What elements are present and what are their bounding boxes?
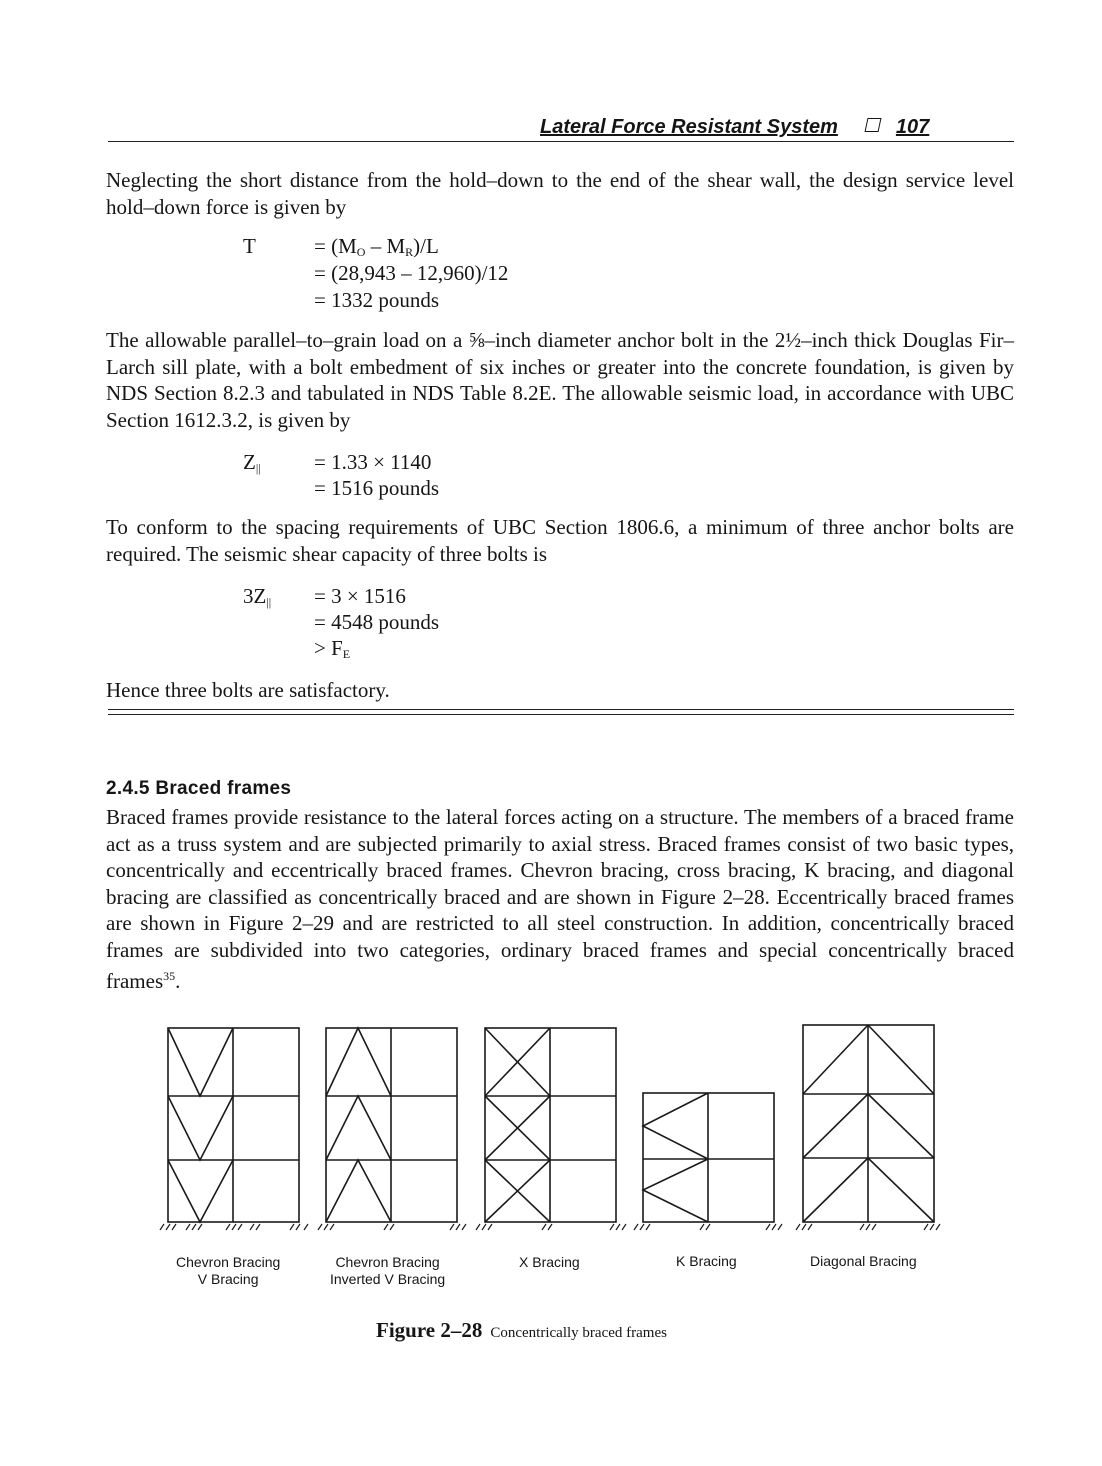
frame-k-bracing (643, 1093, 774, 1222)
ground-hatching (160, 1224, 940, 1230)
frame-x-bracing (485, 1028, 616, 1222)
frame-chevron-inverted-v (326, 1028, 457, 1222)
header-title: Lateral Force Resistant System (540, 116, 838, 138)
figure-caption: Figure 2–28 Concentrically braced frames (376, 1318, 667, 1342)
eq1-lhs: T (243, 234, 256, 258)
eq2-line1: = 1.33 × 1140 (314, 450, 432, 474)
eq1-line3: = 1332 pounds (314, 288, 440, 312)
label-x-bracing: X Bracing (519, 1254, 580, 1270)
footnote-ref: 35 (163, 969, 176, 983)
eq1-line1: = $(M_O - M_R)/L$ (314, 234, 439, 259)
label-chevron-v: Chevron Bracing V Bracing (176, 1254, 281, 1287)
eq2-line2: = 1516 pounds (314, 476, 440, 500)
frame-chevron-v (168, 1028, 299, 1222)
paragraph-anchor-bolt: The allowable parallel–to–grain load on a ⅝–inch diameter anchor bolt in the 2½–inch thick Douglas Fir–Larch sill plate, with a bolt embedment of six inches or greater into the concrete foundation, is given by NDS Section 8.2.3 and tabulated in NDS Table 8.2E. The allowable seismic load, in accordance with UBC Section 1612.3.2, is given by (106, 328, 1014, 432)
eq3-line1: = 3 × 1516 (314, 584, 406, 608)
eq2-lhs: $Z_{||}$ (243, 450, 261, 475)
section-body: Braced frames provide resistance to the lateral forces acting on a structure. The members of a braced frame act as a truss system and are subjected primarily to axial stress. Braced frames consist of two basic types, concentrically and eccentrically braced frames. Chevron bracing, cross bracing, K bracing, and diagonal bracing are classified as concentrically braced and are shown in Figure 2–28. Eccentrically braced frames are shown in Figure 2–29 and are restricted to all steel construction. In addition, concentrically braced frames are subdivided into two categories, ordinary braced frames and special concentrically braced frames$^{35}$. (106, 805, 1014, 993)
eq3-lhs: $3Z_{||}$ (243, 584, 272, 609)
page-number: 107 (895, 116, 930, 138)
section-heading: 2.4.5 Braced frames (106, 778, 292, 799)
paragraph-spacing: To conform to the spacing requirements of UBC Section 1806.6, a minimum of three anchor bolts are required. The seismic shear capacity of three bolts is (106, 515, 1014, 566)
frame-diagonal-bracing (803, 1025, 934, 1222)
label-k-bracing: K Bracing (676, 1253, 737, 1269)
label-diagonal-bracing: Diagonal Bracing (810, 1253, 917, 1269)
eq3-line2: = 4548 pounds (314, 610, 440, 634)
paragraph-holddown: Neglecting the short distance from the hold–down to the end of the shear wall, the design service level hold–down force is given by (106, 168, 1014, 219)
eq1-line2: = (28,943 – 12,960)/12 (314, 261, 509, 285)
paragraph-conclusion: Hence three bolts are satisfactory. (106, 678, 390, 702)
label-chevron-inverted-v: Chevron Bracing Inverted V Bracing (330, 1254, 446, 1287)
eq3-line3: > $F_E$ (314, 636, 351, 661)
